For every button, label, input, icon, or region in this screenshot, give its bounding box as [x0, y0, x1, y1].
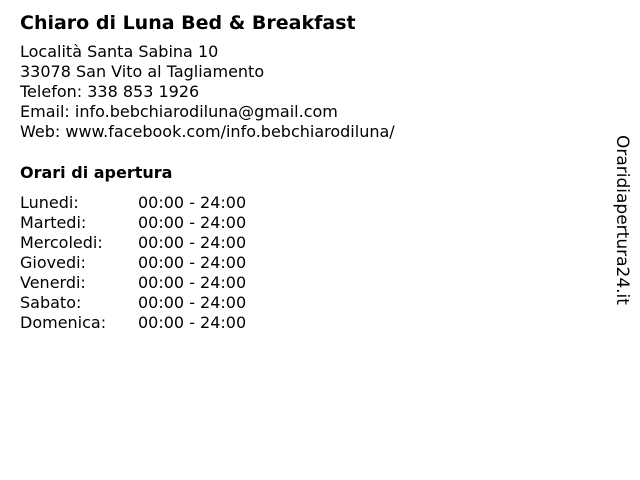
hours-row [20, 213, 580, 233]
time-range: 00:00 - 24:00 [138, 313, 247, 332]
email-address[interactable]: info.bebchiarodiluna@gmail.com [74, 102, 338, 121]
opening-hours-title: Orari di apertura [20, 163, 173, 182]
time-range: 00:00 - 24:00 [138, 193, 247, 212]
web-label: Web: [20, 122, 61, 141]
phone-number[interactable]: 338 853 1926 [87, 82, 200, 101]
address-line-2: 33078 San Vito al Tagliamento [20, 62, 265, 81]
day-label: Mercoledi: [20, 233, 103, 252]
day-label: Lunedi: [20, 193, 79, 212]
web-row [20, 122, 580, 142]
hours-row [20, 193, 580, 213]
time-range: 00:00 - 24:00 [138, 293, 247, 312]
business-card [20, 10, 580, 333]
hours-row [20, 293, 580, 313]
email-row [20, 102, 580, 122]
business-name: Chiaro di Luna Bed & Breakfast [20, 12, 356, 34]
day-label: Venerdi: [20, 273, 86, 292]
address-line-1: Località Santa Sabina 10 [20, 42, 219, 61]
hours-row [20, 273, 580, 293]
day-label: Giovedi: [20, 253, 86, 272]
web-link[interactable]: www.facebook.com/info.bebchiarodiluna/ [65, 122, 395, 141]
hours-row [20, 313, 580, 333]
time-range: 00:00 - 24:00 [138, 253, 247, 272]
day-label: Sabato: [20, 293, 82, 312]
time-range: 00:00 - 24:00 [138, 273, 247, 292]
time-range: 00:00 - 24:00 [138, 233, 247, 252]
day-label: Martedi: [20, 213, 87, 232]
hours-row [20, 233, 580, 253]
hours-row [20, 253, 580, 273]
phone-label: Telefon: [20, 82, 83, 101]
watermark-text: Oraridiapertura24.it [612, 135, 632, 305]
phone-row [20, 82, 580, 102]
day-label: Domenica: [20, 313, 107, 332]
site-watermark [612, 135, 632, 311]
email-label: Email: [20, 102, 70, 121]
opening-hours-table [20, 193, 580, 333]
time-range: 00:00 - 24:00 [138, 213, 247, 232]
